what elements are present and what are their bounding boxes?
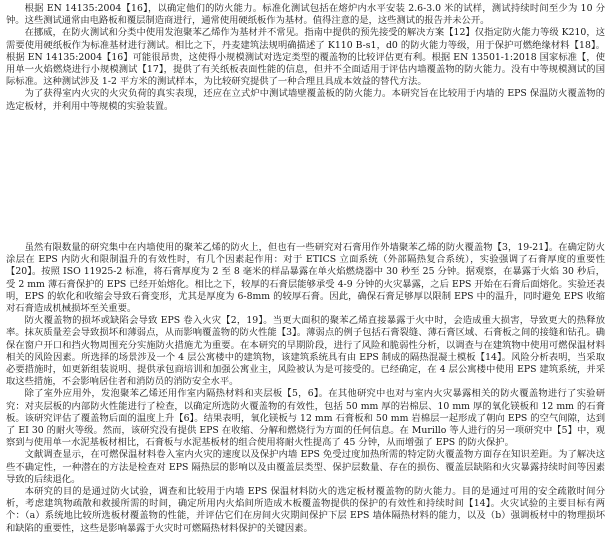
bottom-text-block: [6, 242, 605, 535]
paragraph: 除了室外应用外，发泡聚苯乙烯还用作室内隔热材料和夹层板【5，6】。在其他研究中也对与室内火灾暴露相关的防火覆盖物进行了实验研究：对夹层板的内部防火性能进行了检查，以确定所选防火覆盖物的有效性，包括 50 mm 厚的岩棉层、10 mm 厚的氧化镁板和 12 mm 的石膏板。该研究评估了覆盖物后面的温度上升【6】。结果表明，氧化镁板与 12 mm 石膏板和 50 mm 岩棉层一起形成了朝向 EPS 的空气间隙，达到了 EI 30 的耐火等级。然而，该研究没有提供 EPS 在收缩、分解和燃烧行为方面的任何信息。在 Murillo 等人进行的另一项研究中【5】中，观察到与使用单一水泥基板材相比，石膏板与水泥基板材的组合使用将耐火性提高了 45 分钟，从而增强了 EPS 的防火保护。: [6, 388, 605, 449]
paragraph: 本研究的目的是通过防火试验，调查和比较用于内墙 EPS 保温材料防火的选定板材覆盖物的防火能力。目的是通过可用的安全疏散时间分析，考虑建筑物疏散和救援所需的时间，确定所用内火焰间所造成木板覆盖物提供的保护的有效性和持续时间【14】。火灾试验的主要目标有两个：（a）系统地比较所选板材覆盖物的性能，并评估它们在房间火灾期间保护下层 EPS 墙体隔热材料的能力，以及（b）强调板材中的物理损坏和缺陷的重要性，这些是影响暴露于火灾时可燃隔热材料保护的关键因素。: [6, 486, 605, 534]
paragraph: 根据 EN 14135:2004【16】，以确定他们的防火能力。标准化测试包括在熔炉内水平安装 2.6-3.0 米的试样，测试持续时间至少为 10 分钟。这些测试通常由电路板和覆层制造商进行，通常使用硬纸板作为基材。值得注意的是，这些测试的报告并未公开。: [6, 3, 605, 27]
paragraph: 文献调查显示，在可燃保温材料卷入室内火灾的速度以及保护内墙 EPS 免受过度加热所需的特定防火覆盖物方面存在知识差距。为了解决这些不确定性，一种潜在的方法是检查对 EPS 隔热层的影响以及由覆盖层类型、保护层数量、存在的损伤、覆盖层缺陷和火灾暴露持续时间等因素导致的后续退化。: [6, 449, 605, 485]
top-text-block: [6, 3, 605, 231]
paragraph: 为了获得室内火灾的火灾负荷的真实表现，还应在立式炉中测试墙壁覆盖板的防火能力。本研究旨在比较用于内墙的 EPS 保温防火覆盖物的选定板材，并利用中等规模的实验装置。: [6, 88, 605, 112]
paragraph: 在挪威，在防火测试和分类中使用发泡聚苯乙烯作为基材并不常见。指南中提供的预先接受的解决方案【12】仅指定防火能力等级 K210，这需要使用硬纸板作为标准基材进行测试。相比之下，丹麦建筑法规明确描述了 K110 B-s1，d0 的防火能力等级，用于保护可燃绝缘材料【18】。根据 EN 14135:2004【16】可能很昂贵，这使得小规模测试对选定类型的覆盖物的比较评估更有利。根据 EN 13501-1:2018 国家标准【，使用单一火焰燃烧进行小规模测试【17】，提供了有关纸板表面性能的信息，但并不全面适用于评估内墙覆盖物的防火能力。没有中等规模测试的国际标准。这种测试涉及 1-2 平方米的测试样本，为比较研究提供了一种合理且具成本效益的替代方法。: [6, 27, 605, 88]
paragraph: 虽然有限数量的研究集中在内墙使用的聚苯乙烯的防火上，但也有一些研究对石膏用作外墙聚苯乙烯的防火覆盖物【3，19-21】。在确定防火涂层在 EPS 内防火和限制温升的有效性时，有几个因素起作用：对于 ETICS 立面系统（外部隔热复合系统），实验强调了石膏厚度的重要性【20】。按照 ISO 11925-2 标准，将石膏厚度为 2 至 8 毫米的样品暴露在单火焰燃烧器中 30 秒至 25 分钟。据观察，在暴露于火焰 30 秒后，受 2 mm 薄石膏保护的 EPS 已经开始熔化。相比之下，较厚的石膏层能够承受 4-9 分钟的火灾暴露，之后 EPS 开始在石膏后面熔化。实验还表明，EPS 的软化和收缩会导致石膏变形，尤其是厚度为 6-8mm 的较厚石膏。因此，确保石膏足够厚以限制 EPS 中的温升，同时避免 EPS 收缩对石膏造成机械损坏至关重要。: [6, 242, 605, 315]
paragraph: 防火覆盖物的损坏或缺陷会导致 EPS 卷入火灾【2，19】。当更大面积的聚苯乙烯直接暴露于火中时，会造成重大损害，导致更大的热释放率。抹灰质量差会导致损坏和薄弱点，从而影响覆盖物的防火性能【3】。薄弱点的例子包括石膏裂缝、薄石膏区域、石膏板之间的接缝和钻孔。确保在窗户开口和挡火物周围充分实施防火措施尤为重要。在本研究的早期阶段，进行了风险和脆弱性分析，以调查与在建筑物中使用可燃保温材料相关的风险因素。所选择的场景涉及一个 4 层公寓楼中的建筑物，该建筑系统具有由 EPS 制成的隔热混凝土模板【14】。风险分析表明，当采取必要措施时，如更新组装说明、提供承包商培训和加强公寓业主，风险被认为是可接受的。已经确定，在 4 层公寓楼中使用 EPS 建筑系统，并采取这些措施，不会影响居住者和消防员的消防安全水平。: [6, 315, 605, 388]
